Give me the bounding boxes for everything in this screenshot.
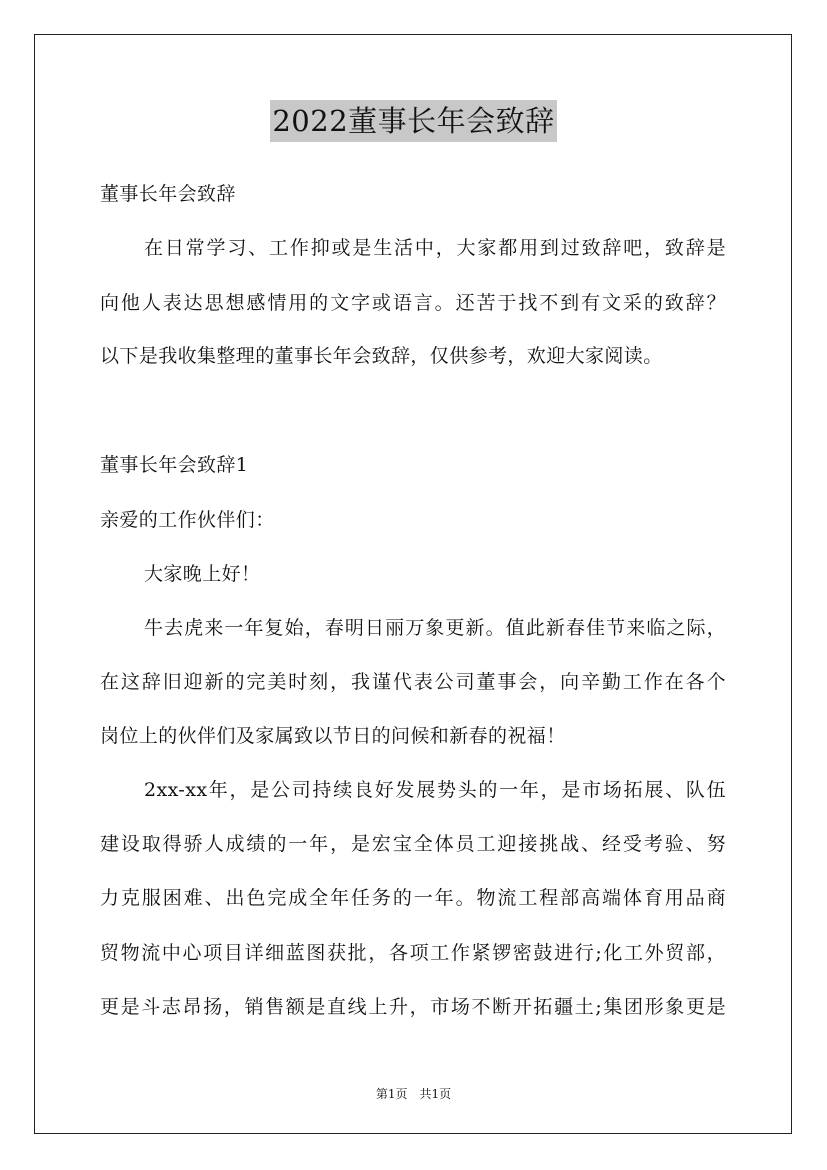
paragraph-line: 在日常学习、工作抑或是生活中，大家都用到过致辞吧，致辞是 bbox=[144, 237, 726, 259]
paragraph-line: 2xx-xx年，是公司持续良好发展势头的一年，是市场拓展、队伍 bbox=[144, 779, 726, 801]
paragraph-line: 在这辞旧迎新的完美时刻，我谨代表公司董事会，向辛勤工作在各个 bbox=[100, 671, 726, 693]
paragraph-line: 牛去虎来一年复始，春明日丽万象更新。值此新春佳节来临之际， bbox=[144, 617, 726, 639]
paragraph-line: 建设取得骄人成绩的一年，是宏宝全体员工迎接挑战、经受考验、努 bbox=[100, 833, 726, 855]
page-number-current: 第1页 bbox=[375, 1087, 408, 1101]
page-number-total: 共1页 bbox=[419, 1087, 452, 1101]
paragraph-line: 以下是我收集整理的董事长年会致辞，仅供参考，欢迎大家阅读。 bbox=[100, 345, 663, 367]
salutation: 亲爱的工作伙伴们： bbox=[100, 509, 275, 531]
section-heading: 董事长年会致辞 bbox=[100, 183, 236, 205]
greeting-line: 大家晚上好！ bbox=[144, 563, 261, 585]
page-footer bbox=[0, 1086, 827, 1102]
document-title: 2022董事长年会致辞 bbox=[270, 100, 556, 142]
paragraph-line: 力克服困难、出色完成全年任务的一年。物流工程部高端体育用品商 bbox=[100, 887, 726, 909]
subheading: 董事长年会致辞1 bbox=[100, 454, 249, 476]
paragraph-line: 更是斗志昂扬，销售额是直线上升，市场不断开拓疆土;集团形象更是 bbox=[100, 996, 726, 1018]
paragraph-line: 向他人表达思想感情用的文字或语言。还苦于找不到有文采的致辞？ bbox=[100, 292, 726, 314]
title-container bbox=[0, 100, 827, 142]
paragraph-line: 岗位上的伙伴们及家属致以节日的问候和新春的祝福！ bbox=[100, 725, 566, 747]
paragraph-line: 贸物流中心项目详细蓝图获批，各项工作紧锣密鼓进行;化工外贸部， bbox=[100, 942, 726, 964]
